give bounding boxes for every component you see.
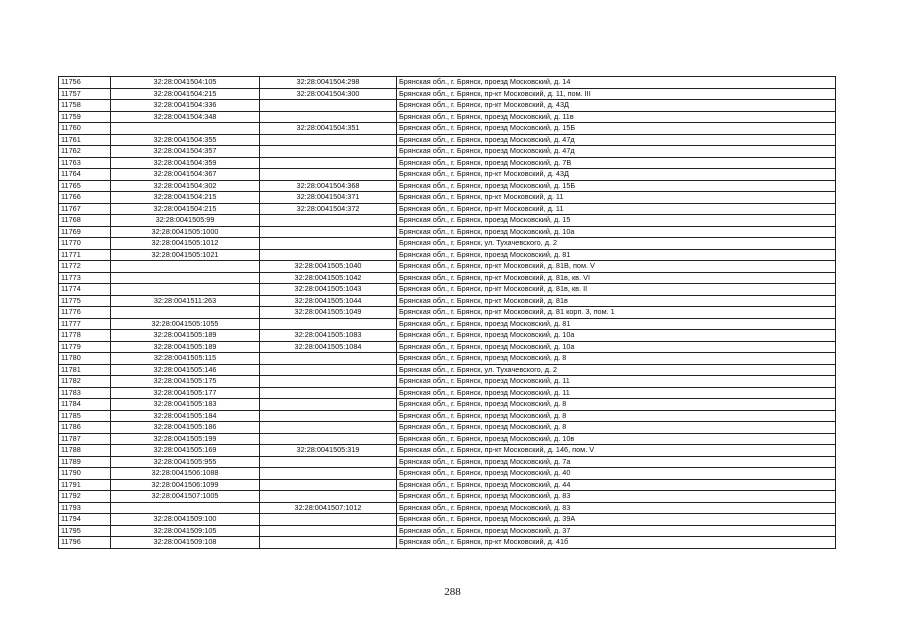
row-number-cell: 11757 [59,88,111,100]
table-row [59,491,836,503]
address-cell: Брянская обл., г. Брянск, пр-кт Московский, д. 81 корп. 3, пом. 1 [397,307,836,319]
address-cell: Брянская обл., г. Брянск, проезд Московский, д. 11в [397,111,836,123]
row-number-cell: 11782 [59,376,111,388]
parcel-cadastral-number-cell: 32:28:0041504:359 [111,157,260,169]
row-number-cell: 11790 [59,468,111,480]
table-row [59,479,836,491]
building-cadastral-number-cell [260,479,397,491]
table-row [59,77,836,89]
table-row [59,192,836,204]
parcel-cadastral-number-cell [111,123,260,135]
table-row [59,215,836,227]
table-row [59,445,836,457]
address-cell: Брянская обл., г. Брянск, ул. Тухачевского, д. 2 [397,238,836,250]
row-number-cell: 11759 [59,111,111,123]
row-number-cell: 11773 [59,272,111,284]
parcel-cadastral-number-cell: 32:28:0041509:108 [111,537,260,549]
row-number-cell: 11767 [59,203,111,215]
building-cadastral-number-cell: 32:28:0041507:1012 [260,502,397,514]
table-row [59,514,836,526]
row-number-cell: 11776 [59,307,111,319]
parcel-cadastral-number-cell: 32:28:0041505:186 [111,422,260,434]
parcel-cadastral-number-cell: 32:28:0041505:955 [111,456,260,468]
table-row [59,537,836,549]
parcel-cadastral-number-cell: 32:28:0041504:336 [111,100,260,112]
table-row [59,100,836,112]
building-cadastral-number-cell [260,100,397,112]
table-row [59,238,836,250]
row-number-cell: 11763 [59,157,111,169]
table-row [59,376,836,388]
building-cadastral-number-cell [260,422,397,434]
table-row [59,111,836,123]
parcel-cadastral-number-cell: 32:28:0041509:105 [111,525,260,537]
building-cadastral-number-cell [260,491,397,503]
building-cadastral-number-cell [260,376,397,388]
table-row [59,157,836,169]
address-cell: Брянская обл., г. Брянск, проезд Московский, д. 11 [397,376,836,388]
address-cell: Брянская обл., г. Брянск, проезд Московский, д. 10а [397,330,836,342]
address-cell: Брянская обл., г. Брянск, проезд Московский, д. 47д [397,134,836,146]
table-row [59,295,836,307]
address-cell: Брянская обл., г. Брянск, проезд Московский, д. 83 [397,491,836,503]
table-row [59,88,836,100]
building-cadastral-number-cell: 32:28:0041504:371 [260,192,397,204]
parcel-cadastral-number-cell: 32:28:0041505:189 [111,341,260,353]
address-cell: Брянская обл., г. Брянск, проезд Московский, д. 8 [397,410,836,422]
parcel-cadastral-number-cell: 32:28:0041505:177 [111,387,260,399]
row-number-cell: 11756 [59,77,111,89]
row-number-cell: 11764 [59,169,111,181]
address-cell: Брянская обл., г. Брянск, проезд Московский, д. 10а [397,341,836,353]
building-cadastral-number-cell: 32:28:0041505:1083 [260,330,397,342]
table-row [59,249,836,261]
address-cell: Брянская обл., г. Брянск, пр-кт Московский, д. 11, пом. III [397,88,836,100]
address-cell: Брянская обл., г. Брянск, пр-кт Московский, д. 11 [397,192,836,204]
address-cell: Брянская обл., г. Брянск, проезд Московский, д. 44 [397,479,836,491]
building-cadastral-number-cell: 32:28:0041505:1043 [260,284,397,296]
address-cell: Брянская обл., г. Брянск, пр-кт Московский, д. 81в, кв. II [397,284,836,296]
parcel-cadastral-number-cell: 32:28:0041505:1055 [111,318,260,330]
building-cadastral-number-cell [260,249,397,261]
parcel-cadastral-number-cell: 32:28:0041505:115 [111,353,260,365]
address-cell: Брянская обл., г. Брянск, проезд Московский, д. 7а [397,456,836,468]
address-cell: Брянская обл., г. Брянск, проезд Московский, д. 15Б [397,180,836,192]
row-number-cell: 11769 [59,226,111,238]
row-number-cell: 11785 [59,410,111,422]
address-cell: Брянская обл., г. Брянск, пр-кт Московский, д. 81В, пом. V [397,261,836,273]
row-number-cell: 11761 [59,134,111,146]
table-row [59,456,836,468]
table-row [59,422,836,434]
row-number-cell: 11794 [59,514,111,526]
parcel-cadastral-number-cell: 32:28:0041504:357 [111,146,260,158]
building-cadastral-number-cell [260,387,397,399]
cadastral-table [58,76,836,549]
building-cadastral-number-cell: 32:28:0041505:1084 [260,341,397,353]
building-cadastral-number-cell [260,318,397,330]
row-number-cell: 11768 [59,215,111,227]
address-cell: Брянская обл., г. Брянск, проезд Московский, д. 8 [397,422,836,434]
parcel-cadastral-number-cell: 32:28:0041505:169 [111,445,260,457]
table-body [59,77,836,549]
address-cell: Брянская обл., г. Брянск, проезд Московский, д. 10в [397,433,836,445]
building-cadastral-number-cell [260,525,397,537]
parcel-cadastral-number-cell [111,502,260,514]
building-cadastral-number-cell [260,157,397,169]
address-cell: Брянская обл., г. Брянск, проезд Московский, д. 7В [397,157,836,169]
address-cell: Брянская обл., г. Брянск, проезд Московский, д. 15Б [397,123,836,135]
address-cell: Брянская обл., г. Брянск, проезд Московский, д. 81 [397,318,836,330]
address-cell: Брянская обл., г. Брянск, проезд Московский, д. 40 [397,468,836,480]
row-number-cell: 11778 [59,330,111,342]
row-number-cell: 11788 [59,445,111,457]
row-number-cell: 11772 [59,261,111,273]
parcel-cadastral-number-cell [111,307,260,319]
row-number-cell: 11779 [59,341,111,353]
parcel-cadastral-number-cell: 32:28:0041504:355 [111,134,260,146]
row-number-cell: 11766 [59,192,111,204]
parcel-cadastral-number-cell: 32:28:0041505:146 [111,364,260,376]
parcel-cadastral-number-cell: 32:28:0041504:367 [111,169,260,181]
parcel-cadastral-number-cell [111,261,260,273]
parcel-cadastral-number-cell: 32:28:0041505:1012 [111,238,260,250]
table-row [59,123,836,135]
row-number-cell: 11762 [59,146,111,158]
building-cadastral-number-cell: 32:28:0041504:372 [260,203,397,215]
parcel-cadastral-number-cell: 32:28:0041506:1088 [111,468,260,480]
table-row [59,134,836,146]
address-cell: Брянская обл., г. Брянск, пр-кт Московский, д. 81в, кв. VI [397,272,836,284]
parcel-cadastral-number-cell: 32:28:0041505:175 [111,376,260,388]
building-cadastral-number-cell [260,399,397,411]
table-row [59,272,836,284]
parcel-cadastral-number-cell: 32:28:0041504:215 [111,203,260,215]
building-cadastral-number-cell [260,456,397,468]
table-row [59,364,836,376]
parcel-cadastral-number-cell: 32:28:0041505:1000 [111,226,260,238]
building-cadastral-number-cell: 32:28:0041505:1040 [260,261,397,273]
address-cell: Брянская обл., г. Брянск, проезд Московский, д. 39А [397,514,836,526]
building-cadastral-number-cell: 32:28:0041504:351 [260,123,397,135]
row-number-cell: 11795 [59,525,111,537]
address-cell: Брянская обл., г. Брянск, пр-кт Московский, д. 41б [397,537,836,549]
building-cadastral-number-cell: 32:28:0041505:1044 [260,295,397,307]
address-cell: Брянская обл., г. Брянск, проезд Московский, д. 83 [397,502,836,514]
parcel-cadastral-number-cell: 32:28:0041504:348 [111,111,260,123]
table-row [59,203,836,215]
table-row [59,284,836,296]
page-number: 288 [444,586,461,598]
row-number-cell: 11780 [59,353,111,365]
building-cadastral-number-cell [260,226,397,238]
table-row [59,330,836,342]
parcel-cadastral-number-cell: 32:28:0041505:199 [111,433,260,445]
building-cadastral-number-cell [260,353,397,365]
parcel-cadastral-number-cell: 32:28:0041509:100 [111,514,260,526]
building-cadastral-number-cell [260,410,397,422]
building-cadastral-number-cell: 32:28:0041505:1042 [260,272,397,284]
table-row [59,226,836,238]
parcel-cadastral-number-cell [111,284,260,296]
building-cadastral-number-cell [260,468,397,480]
table-row [59,318,836,330]
row-number-cell: 11771 [59,249,111,261]
building-cadastral-number-cell: 32:28:0041504:368 [260,180,397,192]
row-number-cell: 11792 [59,491,111,503]
address-cell: Брянская обл., г. Брянск, ул. Тухачевского, д. 2 [397,364,836,376]
parcel-cadastral-number-cell: 32:28:0041511:263 [111,295,260,307]
row-number-cell: 11791 [59,479,111,491]
table-row [59,399,836,411]
row-number-cell: 11777 [59,318,111,330]
address-cell: Брянская обл., г. Брянск, проезд Московский, д. 81 [397,249,836,261]
address-cell: Брянская обл., г. Брянск, проезд Московский, д. 11 [397,387,836,399]
building-cadastral-number-cell [260,111,397,123]
row-number-cell: 11783 [59,387,111,399]
address-cell: Брянская обл., г. Брянск, проезд Московский, д. 47д [397,146,836,158]
row-number-cell: 11784 [59,399,111,411]
row-number-cell: 11796 [59,537,111,549]
table-row [59,341,836,353]
address-cell: Брянская обл., г. Брянск, проезд Московский, д. 8 [397,399,836,411]
table-row [59,180,836,192]
building-cadastral-number-cell [260,364,397,376]
building-cadastral-number-cell: 32:28:0041505:1049 [260,307,397,319]
parcel-cadastral-number-cell [111,272,260,284]
row-number-cell: 11786 [59,422,111,434]
parcel-cadastral-number-cell: 32:28:0041506:1099 [111,479,260,491]
table-row [59,387,836,399]
table-row [59,307,836,319]
address-cell: Брянская обл., г. Брянск, проезд Московский, д. 37 [397,525,836,537]
building-cadastral-number-cell [260,146,397,158]
row-number-cell: 11787 [59,433,111,445]
building-cadastral-number-cell [260,238,397,250]
building-cadastral-number-cell [260,433,397,445]
parcel-cadastral-number-cell: 32:28:0041504:215 [111,88,260,100]
parcel-cadastral-number-cell: 32:28:0041505:184 [111,410,260,422]
address-cell: Брянская обл., г. Брянск, проезд Московский, д. 10а [397,226,836,238]
parcel-cadastral-number-cell: 32:28:0041504:105 [111,77,260,89]
table-row [59,353,836,365]
address-cell: Брянская обл., г. Брянск, проезд Московский, д. 14 [397,77,836,89]
building-cadastral-number-cell [260,537,397,549]
row-number-cell: 11770 [59,238,111,250]
table-row [59,525,836,537]
address-cell: Брянская обл., г. Брянск, проезд Московский, д. 15 [397,215,836,227]
building-cadastral-number-cell [260,169,397,181]
building-cadastral-number-cell [260,134,397,146]
table-row [59,468,836,480]
row-number-cell: 11793 [59,502,111,514]
address-cell: Брянская обл., г. Брянск, проезд Московский, д. 8 [397,353,836,365]
address-cell: Брянская обл., г. Брянск, пр-кт Московский, д. 43Д [397,100,836,112]
table-row [59,261,836,273]
address-cell: Брянская обл., г. Брянск, пр-кт Московский, д. 43Д [397,169,836,181]
table-row [59,410,836,422]
table-row [59,146,836,158]
address-cell: Брянская обл., г. Брянск, пр-кт Московский, д. 146, пом. V [397,445,836,457]
row-number-cell: 11781 [59,364,111,376]
table-row [59,502,836,514]
address-cell: Брянская обл., г. Брянск, пр-кт Московский, д. 81в [397,295,836,307]
row-number-cell: 11774 [59,284,111,296]
row-number-cell: 11765 [59,180,111,192]
building-cadastral-number-cell: 32:28:0041504:300 [260,88,397,100]
building-cadastral-number-cell [260,514,397,526]
building-cadastral-number-cell: 32:28:0041505:319 [260,445,397,457]
address-cell: Брянская обл., г. Брянск, пр-кт Московский, д. 11 [397,203,836,215]
parcel-cadastral-number-cell: 32:28:0041505:99 [111,215,260,227]
parcel-cadastral-number-cell: 32:28:0041507:1005 [111,491,260,503]
row-number-cell: 11789 [59,456,111,468]
building-cadastral-number-cell: 32:28:0041504:298 [260,77,397,89]
parcel-cadastral-number-cell: 32:28:0041505:189 [111,330,260,342]
building-cadastral-number-cell [260,215,397,227]
row-number-cell: 11758 [59,100,111,112]
row-number-cell: 11760 [59,123,111,135]
table-row [59,433,836,445]
parcel-cadastral-number-cell: 32:28:0041504:302 [111,180,260,192]
parcel-cadastral-number-cell: 32:28:0041505:183 [111,399,260,411]
parcel-cadastral-number-cell: 32:28:0041504:215 [111,192,260,204]
table-row [59,169,836,181]
row-number-cell: 11775 [59,295,111,307]
parcel-cadastral-number-cell: 32:28:0041505:1021 [111,249,260,261]
